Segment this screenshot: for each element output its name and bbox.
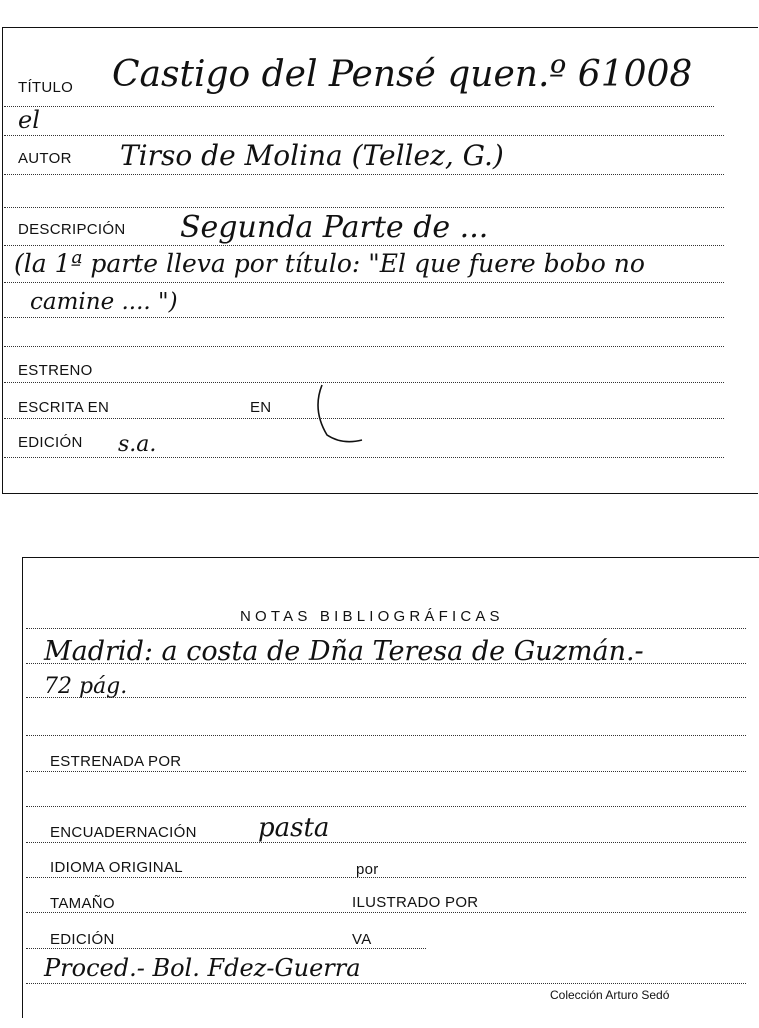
procedencia-value: Proced.- Bol. Fdez-Guerra xyxy=(44,954,361,982)
notas-line2: 72 pág. xyxy=(44,674,128,699)
autor-value: Tirso de Molina (Tellez, G.) xyxy=(120,139,504,172)
tamano-label: TAMAÑO xyxy=(50,895,115,912)
rule xyxy=(4,317,724,318)
rule xyxy=(4,457,724,458)
edicion-value: s.a. xyxy=(118,432,157,457)
descripcion-line2: (la 1ª parte lleva por título: "El que fuere bobo no xyxy=(14,249,645,278)
rule xyxy=(26,842,746,843)
descripcion-line3: camine .... ") xyxy=(30,289,178,315)
rule xyxy=(26,948,426,949)
rule xyxy=(26,983,746,984)
va-label: VA xyxy=(352,931,372,948)
rule xyxy=(4,135,724,136)
encuadernacion-label: ENCUADERNACIÓN xyxy=(50,824,197,841)
rule xyxy=(4,207,724,208)
rule xyxy=(26,771,746,772)
autor-label: AUTOR xyxy=(18,150,72,167)
titulo-label: TÍTULO xyxy=(18,79,74,96)
descripcion-value: Segunda Parte de ... xyxy=(180,210,489,245)
rule xyxy=(26,735,746,736)
rule xyxy=(26,877,746,878)
por-label: por xyxy=(356,861,379,878)
titulo-value: Castigo del Pensé quen.º 61008 xyxy=(112,54,693,95)
rule xyxy=(26,912,746,913)
rule xyxy=(4,174,724,175)
notas-heading: NOTAS BIBLIOGRÁFICAS xyxy=(240,608,504,625)
descripcion-label: DESCRIPCIÓN xyxy=(18,221,126,238)
rule xyxy=(26,697,746,698)
edicion-bottom-label: EDICIÓN xyxy=(50,931,115,948)
punch-hole-mark xyxy=(312,380,372,450)
rule xyxy=(4,106,714,107)
notas-line1: Madrid: a costa de Dña Teresa de Guzmán.- xyxy=(44,636,644,667)
estreno-label: ESTRENO xyxy=(18,362,93,379)
estrenada-por-label: ESTRENADA POR xyxy=(50,753,182,770)
en-label: EN xyxy=(250,399,272,416)
rule xyxy=(4,346,724,347)
rule xyxy=(26,806,746,807)
edicion-label: EDICIÓN xyxy=(18,434,83,451)
collection-credit: Colección Arturo Sedó xyxy=(550,988,670,1002)
encuadernacion-value: pasta xyxy=(258,813,330,843)
rule xyxy=(4,282,724,283)
rule xyxy=(4,245,724,246)
idioma-original-label: IDIOMA ORIGINAL xyxy=(50,859,183,876)
rule xyxy=(26,628,746,629)
titulo-continuation: el xyxy=(18,106,40,134)
escrita-en-label: ESCRITA EN xyxy=(18,399,110,416)
ilustrado-por-label: ILUSTRADO POR xyxy=(352,894,479,911)
